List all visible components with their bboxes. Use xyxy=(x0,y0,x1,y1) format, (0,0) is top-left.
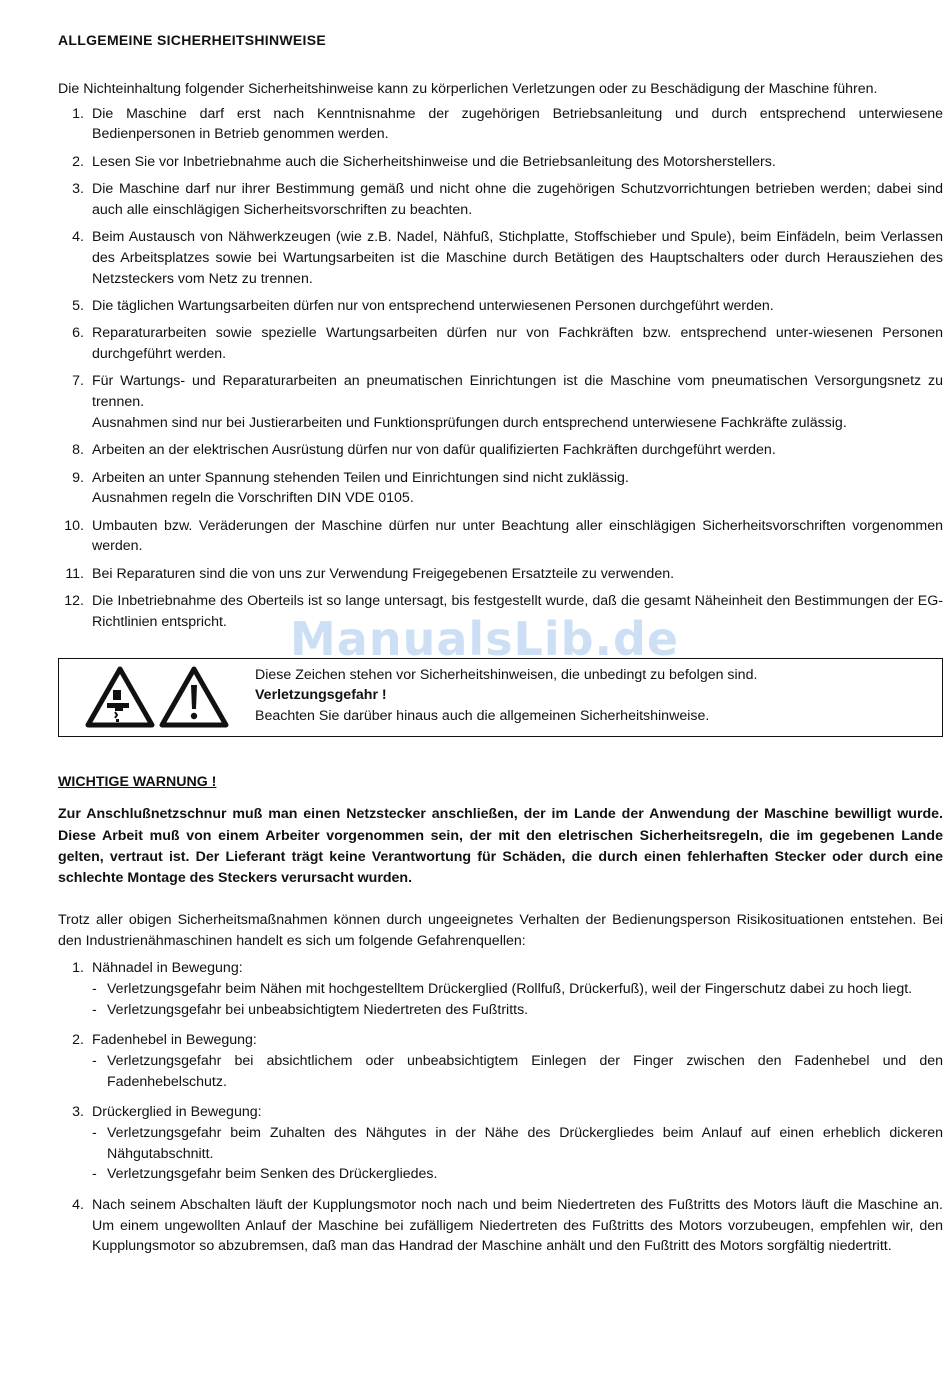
page-title: ALLGEMEINE SICHERHEITSHINWEISE xyxy=(58,32,327,48)
list-line: Ausnahmen regeln die Vorschriften DIN VDE 0105. xyxy=(92,490,414,507)
list-text xyxy=(92,516,943,558)
warning-line-3: Beachten Sie darüber hinaus auch die allgemeinen Sicherheitshinweise. xyxy=(255,707,710,724)
section-heading-warning: WICHTIGE WARNUNG ! xyxy=(58,773,217,790)
list-item xyxy=(58,468,943,510)
hazard-subtext: Verletzungsgefahr bei absichtlichem oder unbeabsichtigtem Einlegen der Finger zwischen den Fadenhebel und den Fadenhebelschutz. xyxy=(107,1052,943,1090)
list-text xyxy=(92,564,943,585)
list-text xyxy=(92,468,943,510)
warning-box-text xyxy=(255,659,757,727)
list-line: Bei Reparaturen sind die von uns zur Verwendung Freigegebenen Ersatzteile zu verwenden. xyxy=(92,565,675,582)
list-number: 10. xyxy=(64,517,84,534)
list-text xyxy=(92,323,943,365)
list-number: 8. xyxy=(72,442,84,459)
list-text xyxy=(92,371,943,433)
list-line: Umbauten bzw. Veräderungen der Maschine dürfen nur unter Beachtung aller einschlägigen Sicherheitsvorschriften vorgenommen werden. xyxy=(92,517,943,555)
list-line: Lesen Sie vor Inbetriebnahme auch die Sicherheitshinweise und die Betriebsanleitung des Motorsherstellers. xyxy=(92,153,776,170)
hazard-item xyxy=(58,1102,943,1185)
hazard-item xyxy=(58,958,943,1020)
list-number: 6. xyxy=(72,325,84,342)
hazard-title: Nach seinem Abschalten läuft der Kupplungsmotor noch nach und beim Niedertreten des Fußtritts des Motors läuft die Maschine an. Um einem ungewollten Anlauf der Maschine bei zufälligem Niedertreten des Fußtritts des Motors vorzubeugen, empfehlen wir, den Kupplungsmotor so abzubremsen, daß man das Handrad der Maschine anhält und den Fußtritt des Motors sorgfältig niedertritt. xyxy=(92,1196,943,1255)
list-item xyxy=(58,296,943,317)
dash-bullet: - xyxy=(92,981,97,998)
hazard-body xyxy=(92,1102,943,1185)
warning-line-1: Diese Zeichen stehen vor Sicherheitshinweisen, die unbedingt zu befolgen sind. xyxy=(255,666,758,683)
list-text xyxy=(92,296,943,317)
watermark: ManualsLib.de xyxy=(290,612,680,666)
hazard-title: Fadenhebel in Bewegung: xyxy=(92,1032,257,1049)
hazard-body xyxy=(92,958,943,1020)
list-item xyxy=(58,227,943,289)
list-item xyxy=(58,564,943,585)
hazard-subitem xyxy=(92,1000,943,1021)
list-item xyxy=(58,152,943,173)
list-line: Die Maschine darf nur ihrer Bestimmung gemäß und nicht ohne die zugehörigen Schutzvorrichtungen betrieben werden; dabei sind auch alle einschlägigen Sicherheitsvorschriften zu beachten. xyxy=(92,180,943,218)
dash-bullet: - xyxy=(92,1124,97,1141)
warning-line-2: Verletzungsgefahr ! xyxy=(255,687,387,704)
hazard-item xyxy=(58,1030,943,1092)
hazard-number: 4. xyxy=(72,1196,84,1213)
hazard-subitem xyxy=(92,1123,943,1165)
list-text xyxy=(92,440,943,461)
intro-text: Die Nichteinhaltung folgender Sicherheitshinweise kann zu körperlichen Verletzungen oder zu Beschädigung der Maschine führen. xyxy=(58,80,878,97)
hazard-subitem xyxy=(92,1164,943,1185)
list-line: Beim Austausch von Nähwerkzeugen (wie z.B. Nadel, Nähfuß, Stichplatte, Stoffschieber und Spule), beim Einfädeln, beim Verlassen des Arbeitsplatzes sowie bei Wartungsarbeiten ist die Maschine durch Betätigen des Hauptschalters oder durch Herausziehen des Netzsteckers vom Netz zu trennen. xyxy=(92,229,943,287)
hazard-number: 1. xyxy=(72,960,84,977)
warning-icons xyxy=(59,659,255,736)
plug-warning-paragraph: Zur Anschlußnetzschnur muß man einen Netzstecker anschließen, der im Lande der Anwendung der Maschine bewilligt wurde. Diese Arbeit muß von einem Arbeiter vorgenommen sein, der mit den eletrischen Sicherheitsregeln, die im gegebenen Lande gelten, vertraut ist. Der Lieferant trägt keine Verantwortung für Schäden, die durch einen fehlerhaften Stecker oder durch eine schlechte Montage des Steckers verursacht wurden. xyxy=(58,806,943,887)
list-number: 5. xyxy=(72,297,84,314)
list-number: 1. xyxy=(72,105,84,122)
list-number: 12. xyxy=(64,593,84,610)
list-number: 4. xyxy=(72,229,84,246)
dash-bullet: - xyxy=(92,1166,97,1183)
list-item xyxy=(58,323,943,365)
hazards-intro: Trotz aller obigen Sicherheitsmaßnahmen können durch ungeeignetes Verhalten der Bedienungsperson Risikosituationen entstehen. Bei den Industrienähmaschinen handelt es sich um folgende Gefahrenquellen: xyxy=(58,912,943,950)
exclamation-warning-icon xyxy=(159,666,229,728)
hazard-list xyxy=(58,958,943,1257)
list-line: Ausnahmen sind nur bei Justierarbeiten und Funktionsprüfungen durch entsprechend unterwiesene Fachkräfte zulässig. xyxy=(92,414,847,431)
list-line: Arbeiten an unter Spannung stehenden Teilen und Einrichtungen sind nicht zuklässig. xyxy=(92,469,629,486)
hazard-title: Nähnadel in Bewegung: xyxy=(92,960,243,977)
hazard-item xyxy=(58,1195,943,1257)
list-number: 9. xyxy=(72,469,84,486)
list-text xyxy=(92,227,943,289)
list-item xyxy=(58,516,943,558)
list-item xyxy=(58,104,943,146)
warning-box xyxy=(58,658,943,737)
hand-injury-warning-icon xyxy=(85,666,155,728)
list-text xyxy=(92,104,943,146)
list-line: Die Inbetriebnahme des Oberteils ist so lange untersagt, bis festgestellt wurde, daß die gesamt Näheinheit den Bestimmungen der EG-Richtlinien entspricht. xyxy=(92,593,943,630)
hazard-number: 3. xyxy=(72,1104,84,1121)
list-number: 7. xyxy=(72,373,84,390)
list-line: Die täglichen Wartungsarbeiten dürfen nur von entsprechend unterwiesenen Personen durchgeführt werden. xyxy=(92,297,774,314)
list-number: 11. xyxy=(65,565,84,582)
hazard-subtext: Verletzungsgefahr beim Zuhalten des Nähgutes in der Nähe des Drückergliedes beim Anlauf auf einen erheblich dickeren Nähgutabschnitt. xyxy=(107,1124,943,1162)
hazard-subtext: Verletzungsgefahr bei unbeabsichtigtem Niedertreten des Fußtritts. xyxy=(107,1001,529,1018)
list-item xyxy=(58,371,943,433)
list-item xyxy=(58,440,943,461)
hazard-subitem xyxy=(92,979,943,1000)
list-item xyxy=(58,179,943,221)
list-number: 2. xyxy=(72,153,84,170)
list-line: Für Wartungs- und Reparaturarbeiten an pneumatischen Einrichtungen ist die Maschine vom pneumatischen Versorgungsnetz zu trennen. xyxy=(92,373,943,411)
dash-bullet: - xyxy=(92,1052,97,1069)
dash-bullet: - xyxy=(92,1001,97,1018)
hazard-title: Drückerglied in Bewegung: xyxy=(92,1104,262,1121)
hazard-number: 2. xyxy=(72,1032,84,1049)
safety-list xyxy=(58,104,943,633)
list-text xyxy=(92,152,943,173)
list-line: Reparaturarbeiten sowie spezielle Wartungsarbeiten dürfen nur von Fachkräften bzw. entsprechend unter-wiesenen Personen durchgeführt werden. xyxy=(92,325,943,363)
list-line: Arbeiten an der elektrischen Ausrüstung dürfen nur von dafür qualifizierten Fachkräften durchgeführt werden. xyxy=(92,442,776,459)
hazard-subitem xyxy=(92,1051,943,1093)
hazard-body xyxy=(92,1030,943,1092)
hazard-subtext: Verletzungsgefahr beim Senken des Drückergliedes. xyxy=(107,1166,438,1183)
list-text xyxy=(92,179,943,221)
hazard-body xyxy=(92,1195,943,1257)
hazard-subtext: Verletzungsgefahr beim Nähen mit hochgestelltem Drückerglied (Rollfuß, Drückerfuß), weil der Fingerschutz dabei zu hoch liegt. xyxy=(107,981,913,998)
list-line: Die Maschine darf erst nach Kenntnisnahme der zugehörigen Betriebsanleitung und durch entsprechend unterwiesene Bedienpersonen in Betrieb genommen werden. xyxy=(92,105,943,143)
list-number: 3. xyxy=(72,180,84,197)
